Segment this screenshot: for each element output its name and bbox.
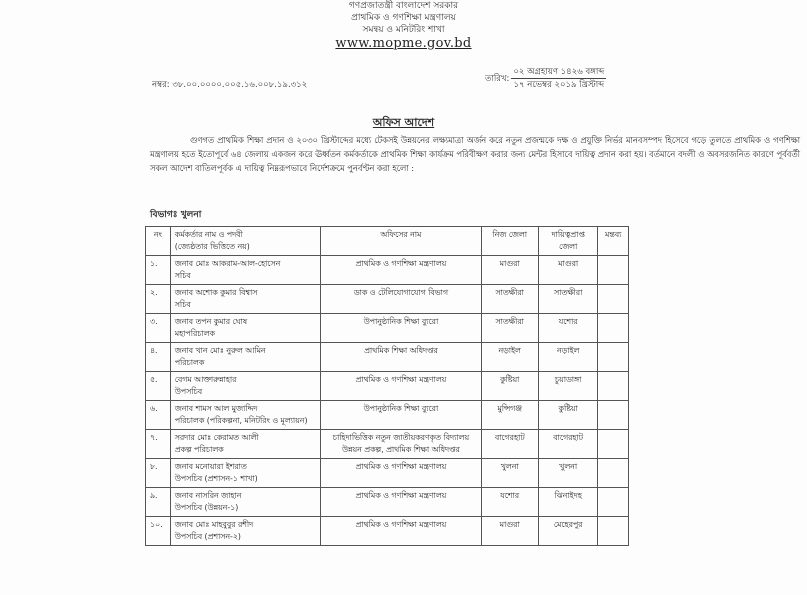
- cell-remarks: [598, 314, 629, 343]
- cell-assigned-district: মাগুরা: [538, 256, 598, 285]
- cell-remarks: [598, 401, 629, 430]
- cell-no: ৫.: [146, 372, 171, 401]
- cell-home-district: মুন্সিগঞ্জ: [481, 401, 538, 430]
- table-row: [146, 285, 629, 314]
- officer-designation: সচিব: [174, 300, 191, 309]
- officer-name: বেগম আক্তারুন্নাহার: [174, 375, 237, 384]
- cell-home-district: মাগুরা: [481, 517, 538, 546]
- cell-remarks: [598, 256, 629, 285]
- cell-name: [170, 401, 321, 430]
- date-gregorian: ১৭ নভেম্বর ২০১৯ খ্রিস্টাব্দ: [513, 80, 605, 90]
- header-remarks: মন্তব্য: [598, 227, 629, 256]
- cell-office: প্রাথমিক ও গণশিক্ষা মন্ত্রণালয়: [321, 372, 481, 401]
- officer-name: সরদার মোঃ কেরামত আলী: [174, 433, 259, 442]
- cell-office: প্রাথমিক ও গণশিক্ষা মন্ত্রণালয়: [321, 488, 481, 517]
- memo-number: [152, 78, 307, 92]
- cell-remarks: [598, 488, 629, 517]
- table-row: [146, 401, 629, 430]
- cell-home-district: সাতক্ষীরা: [481, 314, 538, 343]
- officer-designation: সচিব: [174, 271, 191, 280]
- officer-designation: মহাপরিচালক: [174, 329, 215, 338]
- cell-office: উপানুষ্ঠানিক শিক্ষা ব্যুরো: [321, 401, 481, 430]
- cell-name: [170, 459, 321, 488]
- cell-name: [170, 285, 321, 314]
- cell-name: [170, 430, 321, 459]
- memo-date: [485, 66, 606, 91]
- officer-name: জনাব অশোক কুমার বিশ্বাস: [174, 288, 258, 297]
- officer-designation: উপসচিব (প্রশাসন-২): [174, 532, 241, 541]
- cell-name: [170, 256, 321, 285]
- cell-no: ৭.: [146, 430, 171, 459]
- table-row: [146, 343, 629, 372]
- order-paragraph: গুণগত প্রাথমিক শিক্ষা প্রদান ও ২০৩০ খ্রিস্টাব্দের মধ্যে টেকসই উন্নয়নের লক্ষ্যমাত্রা অর্জন করে নতুন প্রজন্মকে দক্ষ ও প্রযুক্তি নির্ভর মানবসম্পদ হিসেবে গড়ে তুলতে প্রাথমিক ও গণশিক্ষা মন্ত্রণালয় হতে ইতোপূর্বে ৬৪ জেলায় একজন করে ঊর্ধ্বতন কর্মকর্তাকে প্রাথমিক শিক্ষা কার্যক্রম পরিবীক্ষণ করার জন্য মেন্টর হিসাবে দায়িত্ব প্রদান করা হয়। বর্তমানে বদলী ও অবসরজনিত কারণে পূর্ববর্তী সকল আদেশ বাতিলপূর্বক এ দায়িত্ব নিম্নরূপভাবে নির্দেশক্রমে পুনর্বণ্টন করা হলো :: [150, 135, 800, 173]
- header-assigned-district: দায়িত্বপ্রাপ্ত জেলা: [538, 227, 598, 256]
- govt-name: গণপ্রজাতন্ত্রী বাংলাদেশ সরকার: [348, 1, 459, 11]
- officer-name: জনাব শামস আল মুজাদ্দিদ: [174, 404, 258, 413]
- cell-office: প্রাথমিক ও গণশিক্ষা মন্ত্রণালয়: [321, 256, 481, 285]
- cell-home-district: খুলনা: [481, 459, 538, 488]
- cell-assigned-district: বাগেরহাট: [538, 430, 598, 459]
- cell-remarks: [598, 285, 629, 314]
- table-row: [146, 459, 629, 488]
- table-header-row: [146, 227, 629, 256]
- mentor-table: [145, 226, 629, 546]
- cell-office: প্রাথমিক ও গণশিক্ষা মন্ত্রণালয়: [321, 459, 481, 488]
- cell-name: [170, 517, 321, 546]
- cell-home-district: নড়াইল: [481, 343, 538, 372]
- cell-remarks: [598, 343, 629, 372]
- officer-designation: পরিচালক: [174, 358, 205, 367]
- cell-no: ৩.: [146, 314, 171, 343]
- officer-designation: উপসচিব (উন্নয়ন-১): [174, 503, 239, 512]
- cell-assigned-district: ঝিনাইদহ: [538, 488, 598, 517]
- cell-remarks: [598, 372, 629, 401]
- header-office: অফিসের নাম: [321, 227, 481, 256]
- cell-assigned-district: খুলনা: [538, 459, 598, 488]
- cell-name: [170, 488, 321, 517]
- date-bangla: ০২ অগ্রহায়ণ ১৪২৬ বঙ্গাব্দ: [513, 67, 605, 77]
- cell-remarks: [598, 459, 629, 488]
- table-row: [146, 517, 629, 546]
- letterhead: [0, 0, 807, 52]
- cell-no: ৬.: [146, 401, 171, 430]
- officer-name: জনাব মনোয়ারা ইশরাত: [174, 462, 247, 471]
- memo-number-value: ৩৮.০০.০০০০.০০৫.১৬.০০৮.১৯.৩১২: [172, 80, 308, 90]
- cell-office: প্রাথমিক শিক্ষা অধিদপ্তর: [321, 343, 481, 372]
- document-title: অফিস আদেশ: [372, 116, 435, 129]
- order-body: [150, 133, 800, 175]
- cell-no: ৯.: [146, 488, 171, 517]
- table-row: [146, 488, 629, 517]
- cell-office: উপানুষ্ঠানিক শিক্ষা ব্যুরো: [321, 314, 481, 343]
- cell-assigned-district: কুষ্টিয়া: [538, 401, 598, 430]
- cell-no: ২.: [146, 285, 171, 314]
- cell-remarks: [598, 517, 629, 546]
- table-row: [146, 372, 629, 401]
- officer-designation: পরিচালক (পরিকল্পনা, মনিটরিং ও মূল্যায়ন): [174, 416, 308, 425]
- table-row: [146, 430, 629, 459]
- header-name: কর্মকর্তার নাম ও পদবী (জ্যেষ্ঠতার ভিত্তিতে নয়): [170, 227, 321, 256]
- date-label: তারিখ:: [485, 73, 510, 84]
- memo-number-label: নম্বর:: [152, 80, 170, 90]
- cell-office: প্রাথমিক ও গণশিক্ষা মন্ত্রণালয়: [321, 517, 481, 546]
- ministry-name: প্রাথমিক ও গণশিক্ষা মন্ত্রণালয়: [351, 13, 456, 23]
- section-name: সমন্বয় ও মনিটরিং শাখা: [362, 25, 445, 35]
- website-link[interactable]: www.mopme.gov.bd: [335, 36, 472, 51]
- table-row: [146, 314, 629, 343]
- cell-assigned-district: নড়াইল: [538, 343, 598, 372]
- cell-office: চাহিদাভিত্তিক নতুন জাতীয়করণকৃত বিদ্যালয় উন্নয়ন প্রকল্প, প্রাথমিক শিক্ষা অধিদপ্তর: [321, 430, 481, 459]
- officer-designation: উপসচিব: [174, 387, 203, 396]
- cell-remarks: [598, 430, 629, 459]
- cell-no: ১০.: [146, 517, 171, 546]
- cell-assigned-district: যশোর: [538, 314, 598, 343]
- header-no: নং: [146, 227, 171, 256]
- cell-home-district: কুষ্টিয়া: [481, 372, 538, 401]
- officer-name: জনাব মোঃ আকরাম-আল-হোসেন: [174, 259, 281, 268]
- division-heading: বিভাগঃ খুলনা: [150, 210, 202, 220]
- officer-name: জনাব তপন কুমার ঘোষ: [174, 317, 248, 326]
- officer-designation: প্রকল্প পরিচালক: [174, 445, 224, 454]
- cell-no: ৮.: [146, 459, 171, 488]
- table-row: [146, 256, 629, 285]
- cell-assigned-district: মেহেরপুর: [538, 517, 598, 546]
- officer-name: জনাব নাসরিন জাহান: [174, 491, 242, 500]
- cell-home-district: মাগুরা: [481, 256, 538, 285]
- cell-home-district: বাগেরহাট: [481, 430, 538, 459]
- header-home-district: নিজ জেলা: [481, 227, 538, 256]
- cell-name: [170, 314, 321, 343]
- officer-name: জনাব খান মোঃ নুরুল আমিন: [174, 346, 266, 355]
- cell-no: ৪.: [146, 343, 171, 372]
- officer-name: জনাব মোঃ মাহবুবুর রশীদ: [174, 520, 254, 529]
- officer-designation: উপসচিব (প্রশাসন-১ শাখা): [174, 474, 258, 483]
- cell-name: [170, 372, 321, 401]
- cell-office: ডাক ও টেলিযোগাযোগ বিভাগ: [321, 285, 481, 314]
- cell-assigned-district: সাতক্ষীরা: [538, 285, 598, 314]
- cell-name: [170, 343, 321, 372]
- cell-home-district: যশোর: [481, 488, 538, 517]
- cell-home-district: সাতক্ষীরা: [481, 285, 538, 314]
- cell-no: ১.: [146, 256, 171, 285]
- cell-assigned-district: চুয়াডাঙ্গা: [538, 372, 598, 401]
